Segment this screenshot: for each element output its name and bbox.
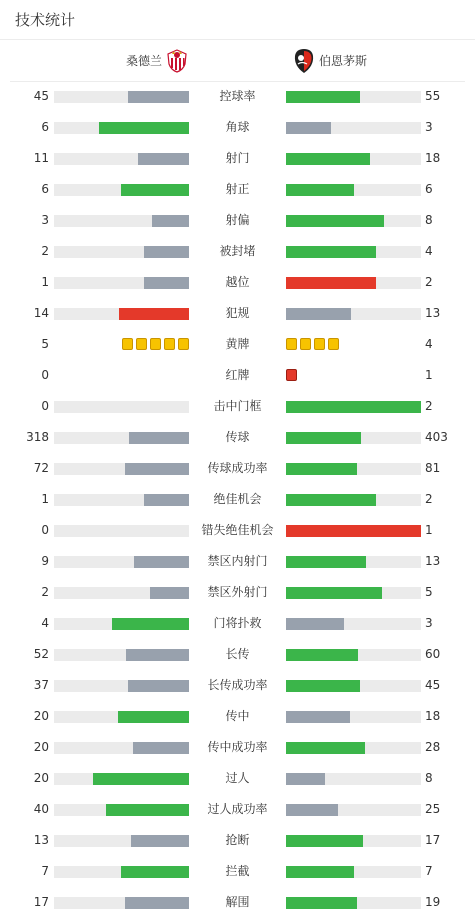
home-value: 0 (41, 523, 49, 537)
home-value: 37 (33, 678, 49, 692)
away-bar-fill (286, 680, 360, 692)
home-bar-track (54, 153, 189, 165)
away-bar-fill (286, 215, 384, 227)
yellow-card-icon (328, 338, 339, 350)
away-value: 18 (425, 709, 441, 723)
home-bar-track (54, 184, 189, 196)
home-value: 0 (41, 368, 49, 382)
yellow-card-icon (150, 338, 161, 350)
away-value: 55 (425, 89, 441, 103)
home-bar-track (54, 401, 189, 413)
home-bar-fill (138, 153, 189, 165)
home-value: 3 (41, 213, 49, 227)
away-team-crest-icon (293, 48, 315, 74)
away-cards (286, 338, 421, 352)
home-value: 6 (41, 182, 49, 196)
away-value: 8 (425, 213, 433, 227)
stat-row (0, 670, 475, 701)
red-card-icon (286, 369, 297, 381)
yellow-card-icon (136, 338, 147, 350)
away-value: 5 (425, 585, 433, 599)
stat-row (0, 546, 475, 577)
home-value: 13 (33, 833, 49, 847)
away-bar-track (286, 153, 421, 165)
home-value: 11 (33, 151, 49, 165)
stat-label: 拦截 (225, 864, 250, 878)
stat-label: 传球 (225, 430, 250, 444)
away-bar-track (286, 246, 421, 258)
home-bar-fill (99, 122, 189, 134)
home-value: 17 (33, 895, 49, 909)
stat-label: 射门 (225, 151, 250, 165)
page-title: 技术统计 (15, 11, 76, 29)
away-value: 13 (425, 306, 441, 320)
home-bar-track (54, 432, 189, 444)
home-bar-track (54, 122, 189, 134)
teams-bar (10, 40, 465, 82)
away-bar-track (286, 835, 421, 847)
stat-label: 错失绝佳机会 (201, 523, 274, 537)
home-bar-fill (133, 742, 189, 754)
home-bar-track (54, 649, 189, 661)
stat-label: 传球成功率 (207, 461, 268, 475)
home-value: 1 (41, 275, 49, 289)
home-value: 14 (33, 306, 49, 320)
home-value: 20 (33, 709, 49, 723)
stat-row (0, 608, 475, 639)
away-value: 4 (425, 337, 433, 351)
away-bar-track (286, 649, 421, 661)
away-bar-fill (286, 773, 325, 785)
away-value: 13 (425, 554, 441, 568)
stat-label: 禁区外射门 (207, 585, 268, 599)
away-bar-fill (286, 618, 344, 630)
home-bar-fill (121, 184, 189, 196)
home-value: 72 (33, 461, 49, 475)
stat-label: 长传成功率 (207, 678, 268, 692)
away-bar-track (286, 494, 421, 506)
home-bar-track (54, 680, 189, 692)
away-bar-track (286, 308, 421, 320)
away-bar-track (286, 277, 421, 289)
stat-row (0, 515, 475, 546)
away-bar-fill (286, 277, 376, 289)
home-bar-fill (144, 246, 189, 258)
stat-row (0, 174, 475, 205)
away-bar-track (286, 680, 421, 692)
home-cards (54, 369, 189, 383)
home-value: 9 (41, 554, 49, 568)
stat-row (0, 577, 475, 608)
home-bar-fill (131, 835, 189, 847)
home-bar-fill (126, 649, 189, 661)
stat-row (0, 639, 475, 670)
stat-label: 抢断 (225, 833, 250, 847)
away-value: 7 (425, 864, 433, 878)
away-value: 2 (425, 399, 433, 413)
stat-row (0, 453, 475, 484)
home-bar-fill (144, 277, 189, 289)
home-team-crest-icon (166, 48, 188, 74)
away-value: 19 (425, 895, 441, 909)
home-bar-fill (144, 494, 189, 506)
stat-label: 越位 (225, 275, 250, 289)
away-bar-fill (286, 866, 354, 878)
away-bar-fill (286, 897, 357, 909)
home-value: 5 (41, 337, 49, 351)
away-value: 2 (425, 492, 433, 506)
home-value: 20 (33, 740, 49, 754)
home-value: 40 (33, 802, 49, 816)
away-bar-track (286, 773, 421, 785)
away-bar-fill (286, 556, 366, 568)
stat-label: 被封堵 (219, 244, 256, 258)
yellow-card-icon (314, 338, 325, 350)
home-bar-track (54, 308, 189, 320)
away-bar-track (286, 91, 421, 103)
home-bar-fill (118, 711, 189, 723)
away-bar-track (286, 184, 421, 196)
away-bar-fill (286, 432, 361, 444)
away-bar-fill (286, 184, 354, 196)
home-value: 318 (26, 430, 49, 444)
home-bar-track (54, 773, 189, 785)
away-bar-fill (286, 587, 382, 599)
away-bar-fill (286, 804, 338, 816)
away-bar-track (286, 463, 421, 475)
away-value: 17 (425, 833, 441, 847)
home-value: 0 (41, 399, 49, 413)
home-bar-track (54, 897, 189, 909)
away-value: 4 (425, 244, 433, 258)
away-bar-track (286, 556, 421, 568)
away-value: 28 (425, 740, 441, 754)
away-bar-track (286, 401, 421, 413)
home-bar-track (54, 215, 189, 227)
away-bar-fill (286, 246, 376, 258)
home-bar-fill (125, 463, 189, 475)
home-bar-track (54, 711, 189, 723)
stat-row (0, 701, 475, 732)
home-bar-track (54, 91, 189, 103)
stat-label: 过人 (225, 771, 250, 785)
stat-label: 红牌 (225, 368, 250, 382)
away-bar-fill (286, 494, 376, 506)
home-value: 4 (41, 616, 49, 630)
away-bar-fill (286, 463, 357, 475)
stat-row (0, 205, 475, 236)
stat-row (0, 422, 475, 453)
away-bar-track (286, 215, 421, 227)
away-bar-fill (286, 308, 351, 320)
stat-label: 长传 (225, 647, 250, 661)
stat-label: 角球 (225, 120, 250, 134)
stat-row (0, 763, 475, 794)
home-bar-track (54, 866, 189, 878)
home-bar-track (54, 556, 189, 568)
away-value: 403 (425, 430, 448, 444)
stats-list (0, 81, 475, 918)
stat-label: 门将扑救 (213, 616, 262, 630)
stat-row (0, 887, 475, 918)
home-bar-track (54, 742, 189, 754)
away-bar-track (286, 432, 421, 444)
stat-row (0, 112, 475, 143)
away-value: 8 (425, 771, 433, 785)
away-bar-track (286, 711, 421, 723)
away-value: 3 (425, 120, 433, 134)
home-bar-fill (128, 91, 189, 103)
home-bar-fill (121, 866, 189, 878)
home-bar-fill (112, 618, 189, 630)
away-value: 1 (425, 523, 433, 537)
away-bar-fill (286, 711, 350, 723)
away-bar-fill (286, 91, 360, 103)
away-bar-track (286, 122, 421, 134)
away-value: 45 (425, 678, 441, 692)
home-bar-fill (119, 308, 189, 320)
home-value: 20 (33, 771, 49, 785)
yellow-card-icon (164, 338, 175, 350)
stat-row (0, 856, 475, 887)
away-value: 25 (425, 802, 441, 816)
stat-label: 黄牌 (225, 337, 250, 351)
stat-label: 过人成功率 (207, 802, 268, 816)
home-bar-track (54, 835, 189, 847)
yellow-card-icon (286, 338, 297, 350)
stat-label: 射偏 (225, 213, 250, 227)
stat-row (0, 329, 475, 360)
away-bar-track (286, 804, 421, 816)
yellow-card-icon (178, 338, 189, 350)
stats-header (0, 0, 475, 40)
away-bar-fill (286, 835, 363, 847)
away-bar-fill (286, 649, 358, 661)
away-value: 60 (425, 647, 441, 661)
stat-row (0, 267, 475, 298)
away-value: 1 (425, 368, 433, 382)
home-bar-fill (152, 215, 189, 227)
home-team[interactable] (126, 40, 188, 81)
home-bar-track (54, 587, 189, 599)
away-bar-track (286, 587, 421, 599)
home-bar-track (54, 618, 189, 630)
away-bar-track (286, 618, 421, 630)
stat-label: 击中门框 (213, 399, 262, 413)
stat-label: 传中 (225, 709, 250, 723)
stat-row (0, 484, 475, 515)
away-bar-fill (286, 742, 365, 754)
stat-row (0, 143, 475, 174)
stat-label: 解围 (225, 895, 250, 909)
away-bar-fill (286, 122, 331, 134)
stat-row (0, 236, 475, 267)
away-bar-track (286, 742, 421, 754)
away-team-name: 伯恩茅斯 (319, 54, 368, 68)
home-bar-fill (150, 587, 189, 599)
stat-row (0, 298, 475, 329)
stat-row (0, 391, 475, 422)
away-value: 18 (425, 151, 441, 165)
home-team-name: 桑德兰 (126, 54, 163, 68)
stat-row (0, 794, 475, 825)
yellow-card-icon (300, 338, 311, 350)
home-bar-track (54, 246, 189, 258)
away-value: 3 (425, 616, 433, 630)
away-cards (286, 369, 421, 383)
home-cards (54, 338, 189, 352)
away-team[interactable] (293, 40, 367, 81)
stat-label: 控球率 (219, 89, 256, 103)
home-value: 7 (41, 864, 49, 878)
stat-label: 禁区内射门 (207, 554, 268, 568)
home-bar-track (54, 804, 189, 816)
home-bar-fill (93, 773, 189, 785)
home-bar-fill (125, 897, 189, 909)
away-bar-track (286, 525, 421, 537)
stat-label: 传中成功率 (207, 740, 268, 754)
away-bar-fill (286, 525, 421, 537)
stat-row (0, 825, 475, 856)
away-bar-track (286, 897, 421, 909)
home-value: 2 (41, 585, 49, 599)
stat-label: 射正 (225, 182, 250, 196)
away-value: 81 (425, 461, 441, 475)
away-value: 6 (425, 182, 433, 196)
home-bar-track (54, 525, 189, 537)
away-value: 2 (425, 275, 433, 289)
home-bar-track (54, 494, 189, 506)
stat-label: 绝佳机会 (213, 492, 262, 506)
away-bar-track (286, 866, 421, 878)
home-bar-fill (129, 432, 189, 444)
away-bar-fill (286, 401, 421, 413)
home-bar-track (54, 463, 189, 475)
stat-row (0, 360, 475, 391)
home-bar-fill (106, 804, 189, 816)
home-value: 2 (41, 244, 49, 258)
home-value: 52 (33, 647, 49, 661)
away-bar-fill (286, 153, 370, 165)
home-value: 6 (41, 120, 49, 134)
home-value: 1 (41, 492, 49, 506)
stat-label: 犯规 (225, 306, 250, 320)
home-bar-track (54, 277, 189, 289)
home-bar-fill (128, 680, 189, 692)
home-value: 45 (33, 89, 49, 103)
yellow-card-icon (122, 338, 133, 350)
stat-row (0, 81, 475, 112)
stat-row (0, 732, 475, 763)
home-bar-fill (134, 556, 189, 568)
